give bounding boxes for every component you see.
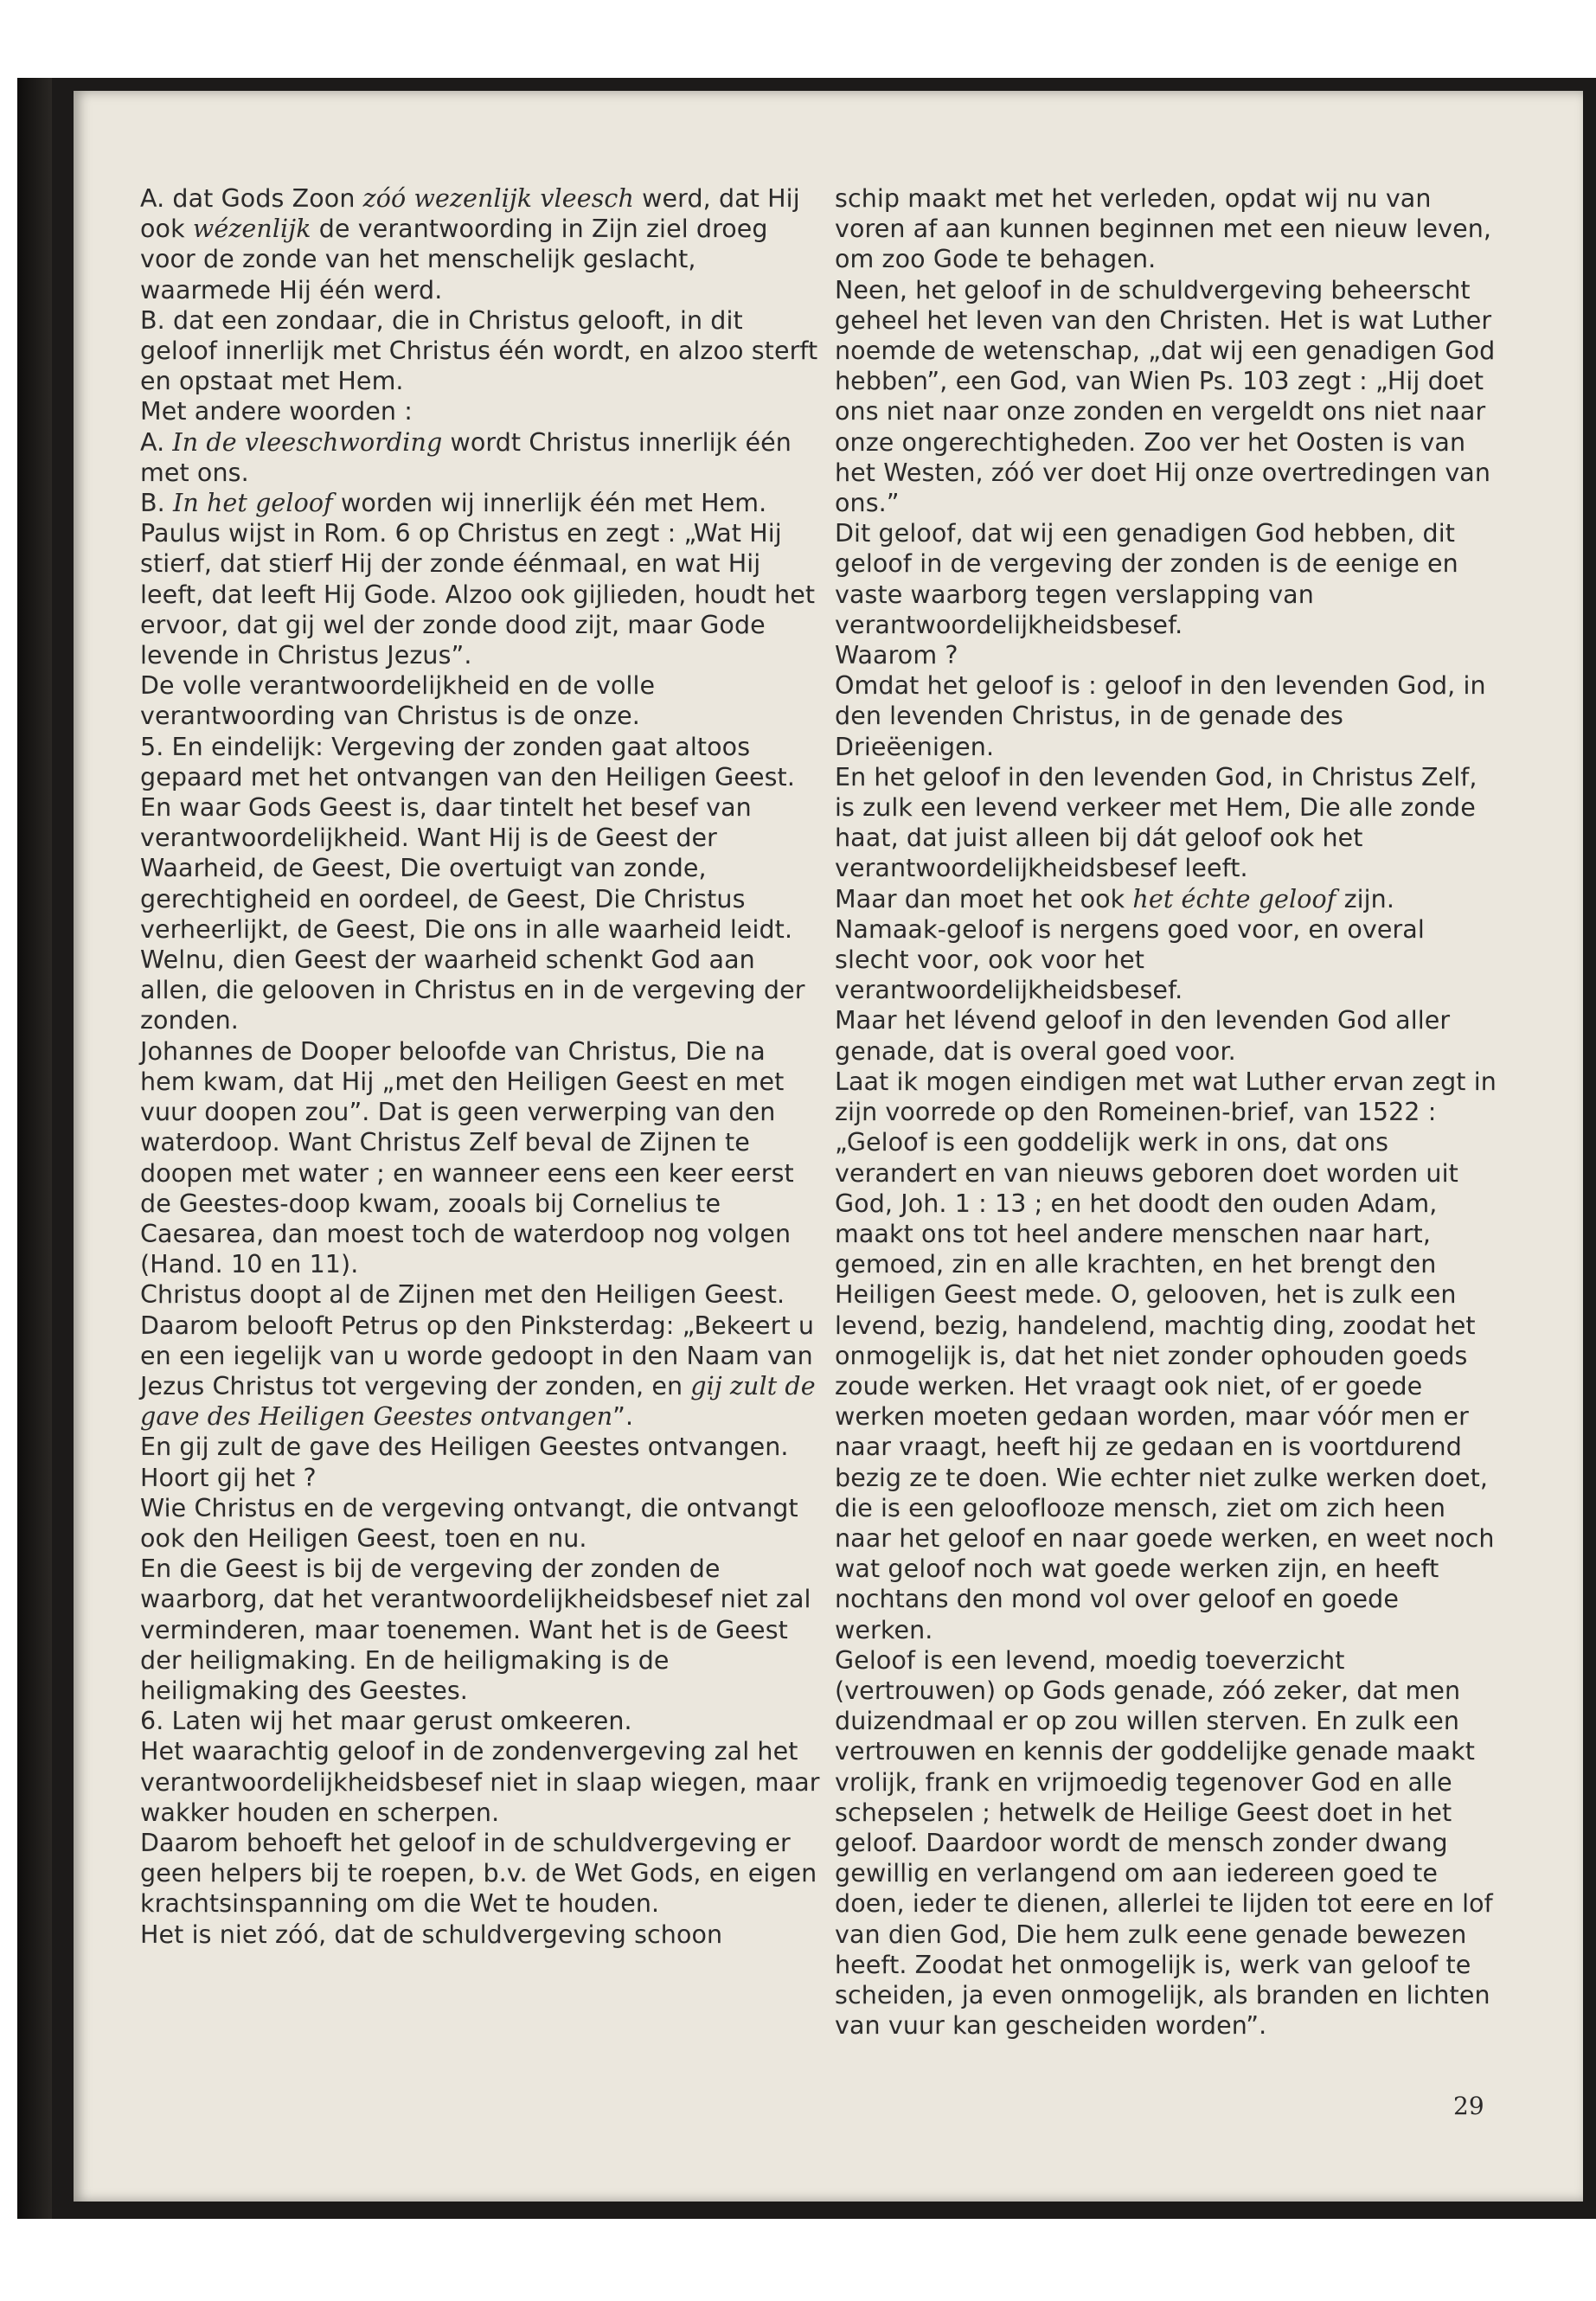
paragraph-paulus: Paulus wijst in Rom. 6 op Christus en zegt : „Wat Hij stierf, dat stierf Hij der zonde éénmaal, en wat Hij leeft, dat leeft Hij Gode. Alzoo ook gijlieden, houdt het ervoor, dat gij wel der zonde dood zijt, maar Gode levende in Christus Jezus”. xyxy=(140,519,816,670)
paragraph-het-is-niet: Het is niet zóó, dat de schuldvergeving schoon xyxy=(140,1920,723,1949)
paragraph-christus-doopt: Christus doopt al de Zijnen met den Heiligen Geest. Daarom belooft Petrus op den Pinksterdag: „Bekeert u en een iegelijk van u worde gedoopt in den Naam van Jezus Christus tot vergeving der zonden, en gij zult de gave des Heiligen Geestes ontvangen”. xyxy=(140,1280,816,1432)
paragraph-die-geest: En die Geest is bij de vergeving der zonden de waarborg, dat het verantwoordelijkheidsbesef niet zal verminderen, maar toenemen. Want het is de Geest der heiligmaking. En de heiligmaking is de heiligmaking des Geestes. xyxy=(140,1554,811,1705)
paragraph-full-responsibility: De volle verantwoordelijkheid en de volle verantwoording van Christus is de onze. xyxy=(140,671,656,731)
paragraph-hoort-gij: Hoort gij het ? xyxy=(140,1463,317,1492)
paragraph-levend-geloof: Maar het lévend geloof in den levenden God aller genade, dat is overal goed voor. xyxy=(835,1006,1451,1066)
paragraph-waarom: Waarom ? xyxy=(835,641,958,670)
paragraph-geloof-vertrouwen: Geloof is een levend, moedig toeverzicht (vertrouwen) op Gods genade, zóó zeker, dat men duizendmaal er op zou willen sterven. En zulk een vertrouwen en kennis der goddelijke genade maakt vrolijk, frank en vrijmoedig tegenover God en alle schepselen ; hetwelk de Heilige Geest doet in het geloof. Daardoor wordt de mensch zonder dwang gewillig en verlangend om aan iedereen goed te doen, ieder te dienen, allerlei te lijden tot eere en lof van dien God, Die hem zulk eene genade bewezen heeft. Zoodat het onmogelijk is, werk van geloof te scheiden, ja even onmogelijk, als branden en lichten van vuur kan gescheiden worden”. xyxy=(835,1645,1493,2041)
paragraph-point-5: 5. En eindelijk: Vergeving der zonden gaat altoos gepaard met het ontvangen van den Heiligen Geest. xyxy=(140,732,795,792)
paragraph-echte-geloof: Maar dan moet het ook het échte geloof zijn. xyxy=(835,884,1394,913)
paragraph-in-other-words: Met andere woorden : xyxy=(140,397,413,426)
paragraph-b-summary: B. In het geloof worden wij innerlijk één met Hem. xyxy=(140,489,767,518)
left-column xyxy=(140,183,824,1950)
paragraph-luther-quote: Laat ik mogen eindigen met wat Luther ervan zegt in zijn voorrede op den Romeinen-brief, van 1522 : „Geloof is een goddelijk werk in ons, dat ons verandert en van nieuws geboren doet worden uit God, Joh. 1 : 13 ; en het doodt den ouden Adam, maakt ons tot heel andere menschen naar hart, gemoed, zin en alle krachten, en het brengt den Heiligen Geest mede. O, gelooven, het is zulk een levend, bezig, handelend, machtig ding, zoodat het onmogelijk is, dat het niet zonder ophouden goeds zoude werken. Het vraagt ook niet, of er goede werken moeten gedaan worden, maar vóór men er naar vraagt, heeft hij ze gedaan en is voortdurend bezig ze te doen. Wie echter niet zulke werken doet, die is een gelooflooze mensch, ziet om zich heen naar het geloof en naar goede werken, en weet noch wat geloof noch wat goede werken zijn, en heeft nochtans den mond vol over geloof en goede werken. xyxy=(835,1067,1497,1644)
paragraph-johannes: Johannes de Dooper beloofde van Christus, Die na hem kwam, dat Hij „met den Heiligen Geest en met vuur doopen zou”. Dat is geen verwerping van den waterdoop. Want Christus Zelf beval de Zijnen te doopen met water ; en wanneer eens een keer eerst de Geestes-doop kwam, zooals bij Cornelius te Caesarea, dan moest toch de waterdoop nog volgen (Hand. 10 en 11). xyxy=(140,1036,794,1279)
paragraph-dit-geloof: Dit geloof, dat wij een genadigen God hebben, dit geloof in de vergeving der zonden is de eenige en vaste waarborg tegen verslapping van verantwoordelijkheidsbesef. xyxy=(835,519,1458,639)
paragraph-waarachtig-geloof: Het waarachtig geloof in de zondenvergeving zal het verantwoordelijkheidsbesef niet in slaap wiegen, maar wakker houden en scherpen. xyxy=(140,1737,820,1827)
paragraph-a-summary: A. In de vleeschwording wordt Christus innerlijk één met ons. xyxy=(140,427,792,487)
paragraph-neen: Neen, het geloof in de schuldvergeving beheerscht geheel het leven van den Christen. Het is wat Luther noemde de wetenschap, „dat wij een genadigen God hebben”, een God, van Wien Ps. 103 zegt : „Hij doet ons niet naar onze zonden en vergeldt ons niet naar onze ongerechtigheden. Zoo ver het Oosten is van het Westen, zóó ver doet Hij onze overtredingen van ons.” xyxy=(835,275,1496,518)
paragraph-b-faith: B. dat een zondaar, die in Christus gelooft, in dit geloof innerlijk met Christus één wordt, en alzoo sterft en opstaat met Hem. xyxy=(140,305,818,396)
paragraph-levend-verkeer: En het geloof in den levenden God, in Christus Zelf, is zulk een levend verkeer met Hem, Die alle zonde haat, dat juist alleen bij dát geloof ook het verantwoordelijkheidsbesef leeft. xyxy=(835,762,1477,883)
paragraph-welnu: Welnu, dien Geest der waarheid schenkt God aan allen, die gelooven in Christus en in de vergeving der zonden. xyxy=(140,945,805,1035)
paragraph-point-6: 6. Laten wij het maar gerust omkeeren. xyxy=(140,1707,632,1736)
paragraph-omdat: Omdat het geloof is : geloof in den levenden God, in den levenden Christus, in de genade des Drieëenigen. xyxy=(835,671,1486,761)
paragraph-namaak-geloof: Namaak-geloof is nergens goed voor, en overal slecht voor, ook voor het verantwoordelijkheidsbesef. xyxy=(835,914,1425,1005)
paragraph-schip-maakt: schip maakt met het verleden, opdat wij nu van voren af aan kunnen beginnen met een nieuw leven, om zoo Gode te behagen. xyxy=(835,184,1492,274)
paragraph-gij-zult: En gij zult de gave des Heiligen Geestes ontvangen. xyxy=(140,1433,789,1462)
paragraph-spirit-of-god: En waar Gods Geest is, daar tintelt het besef van verantwoordelijkheid. Want Hij is de Geest der Waarheid, de Geest, Die overtuigt van zonde, gerechtigheid en oordeel, de Geest, Die Christus verheerlijkt, de Geest, Die ons in alle waarheid leidt. xyxy=(140,793,793,944)
book-spine-shadow xyxy=(17,78,52,2219)
paragraph-a-incarnation: A. dat Gods Zoon zóó wezenlijk vleesch werd, dat Hij ook wézenlijk de verantwoording in Zijn ziel droeg voor de zonde van het menschelijk geslacht, waarmede Hij één werd. xyxy=(140,184,800,304)
page-number: 29 xyxy=(1453,2092,1484,2120)
right-column xyxy=(835,183,1499,2041)
paragraph-wie-christus: Wie Christus en de vergeving ontvangt, die ontvangt ook den Heiligen Geest, toen en nu. xyxy=(140,1493,798,1553)
paragraph-daarom-behoeft: Daarom behoeft het geloof in de schuldvergeving er geen helpers bij te roepen, b.v. de Wet Gods, en eigen krachtsinspanning om die Wet te houden. xyxy=(140,1828,817,1919)
